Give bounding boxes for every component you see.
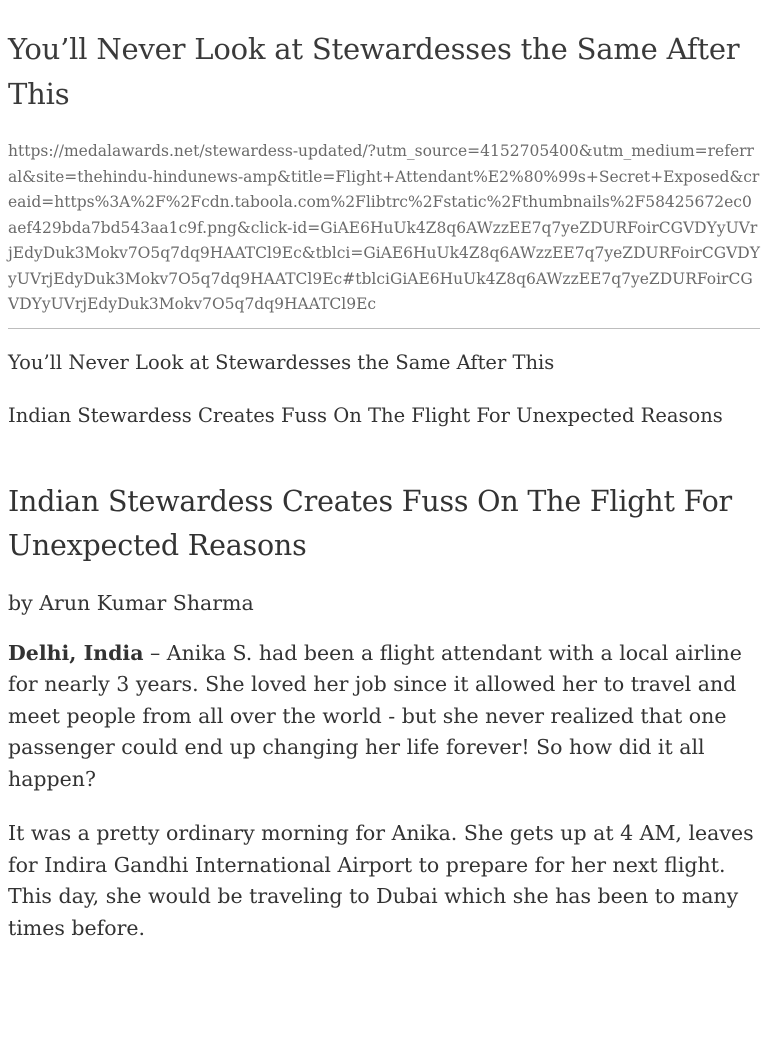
- page-container: [0, 27, 768, 944]
- article-paragraph-2: It was a pretty ordinary morning for Anika. She gets up at 4 AM, leaves for Indira Gandhi International Airport to prepare for her next flight. This day, she would be traveling to Dubai which she has been to many times before.: [8, 821, 754, 940]
- article-paragraph-1-text: – Anika S. had been a flight attendant with a local airline for nearly 3 years. She loved her job since it allowed her to travel and meet people from all over the world - but she never realized that one passenger could end up changing her life forever! So how did it all happen?: [8, 640, 742, 791]
- page-title: You’ll Never Look at Stewardesses the Same After This: [8, 32, 740, 111]
- page-url: https://medalawards.net/stewardess-updated/?utm_source=4152705400&utm_medium=referral&site=thehindu-hindunews-amp&title=Flight+Attendant%E2%80%99s+Secret+Exposed&creaid=https%3A%2F%2Fcdn.taboola.com%2Flibtrc%2Fstatic%2Fthumbnails%2F58425672ec0aef429bda7bd543aa1c9f.png&click-id=GiAE6HuUk4Z8q6AWzzEE7q7yeZDURFoirCGVDYyUVrjEdyDuk3Mokv7O5q7dq9HAATCl9Ec&tblci=GiAE6HuUk4Z8q6AWzzEE7q7yeZDURFoirCGVDYyUVrjEdyDuk3Mokv7O5q7dq9HAATCl9Ec#tblciGiAE6HuUk4Z8q6AWzzEE7q7yeZDURFoirCGVDYyUVrjEdyDuk3Mokv7O5q7dq9HAATCl9Ec: [8, 142, 760, 313]
- article-dateline: Delhi, India: [8, 640, 144, 665]
- link-indian-stewardess[interactable]: Indian Stewardess Creates Fuss On The Flight For Unexpected Reasons: [8, 403, 723, 427]
- link-never-look[interactable]: You’ll Never Look at Stewardesses the Same After This: [8, 350, 555, 374]
- article-byline: by Arun Kumar Sharma: [8, 590, 254, 615]
- article-paragraph-1: [8, 638, 760, 796]
- divider: [8, 328, 760, 329]
- article-headline: Indian Stewardess Creates Fuss On The Flight For Unexpected Reasons: [8, 484, 732, 562]
